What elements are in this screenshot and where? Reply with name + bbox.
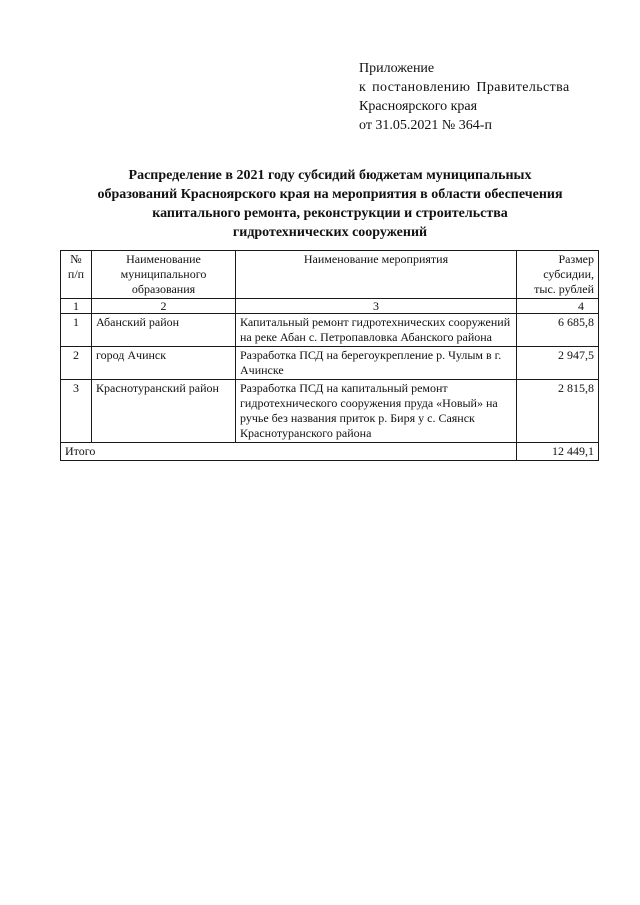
total-amount: 12 449,1 (517, 443, 599, 461)
total-label: Итого (61, 443, 517, 461)
title-line-4: гидротехнических сооружений (232, 225, 428, 240)
row-municipality: Краснотуранский район (92, 380, 236, 443)
title-line-1: Распределение в 2021 году субсидий бюджетам муниципальных (128, 168, 532, 183)
table-row (61, 347, 599, 380)
column-number-3: 3 (236, 299, 517, 314)
appendix-date-number: от 31.05.2021 № 364-п (359, 118, 492, 133)
appendix-block (359, 59, 570, 135)
appendix-region: Красноярского края (359, 99, 478, 114)
title-line-3: капитального ремонта, реконструкции и строительства (152, 206, 508, 221)
row-amount: 6 685,8 (517, 314, 599, 347)
subsidy-distribution-table (60, 250, 599, 461)
header-subsidy-amount: Размер субсидии, тыс. рублей (517, 251, 599, 299)
row-amount: 2 815,8 (517, 380, 599, 443)
column-numbers-row (61, 299, 599, 314)
column-number-1: 1 (61, 299, 92, 314)
row-number: 3 (61, 380, 92, 443)
table-row (61, 380, 599, 443)
row-number: 1 (61, 314, 92, 347)
row-municipality: Абанский район (92, 314, 236, 347)
row-amount: 2 947,5 (517, 347, 599, 380)
appendix-label: Приложение (359, 61, 435, 76)
table-row (61, 314, 599, 347)
appendix-resolution-ref: к постановлению Правительства (359, 80, 570, 95)
title-line-2: образований Красноярского края на мероприятия в области обеспечения (97, 187, 563, 202)
row-measure: Разработка ПСД на капитальный ремонт гидротехнического сооружения пруда «Новый» на ручье без названия приток р. Биря у с. Саянск Краснотуранского района (236, 380, 517, 443)
row-municipality: город Ачинск (92, 347, 236, 380)
column-number-4: 4 (517, 299, 599, 314)
document-title (60, 166, 600, 242)
table-header-row (61, 251, 599, 299)
row-measure: Разработка ПСД на берегоукрепление р. Чулым в г. Ачинске (236, 347, 517, 380)
row-number: 2 (61, 347, 92, 380)
header-measure: Наименование мероприятия (236, 251, 517, 299)
header-number: № п/п (61, 251, 92, 299)
row-measure: Капитальный ремонт гидротехнических сооружений на реке Абан с. Петропавловка Абанского района (236, 314, 517, 347)
header-municipality: Наименование муниципального образования (92, 251, 236, 299)
column-number-2: 2 (92, 299, 236, 314)
total-row (61, 443, 599, 461)
